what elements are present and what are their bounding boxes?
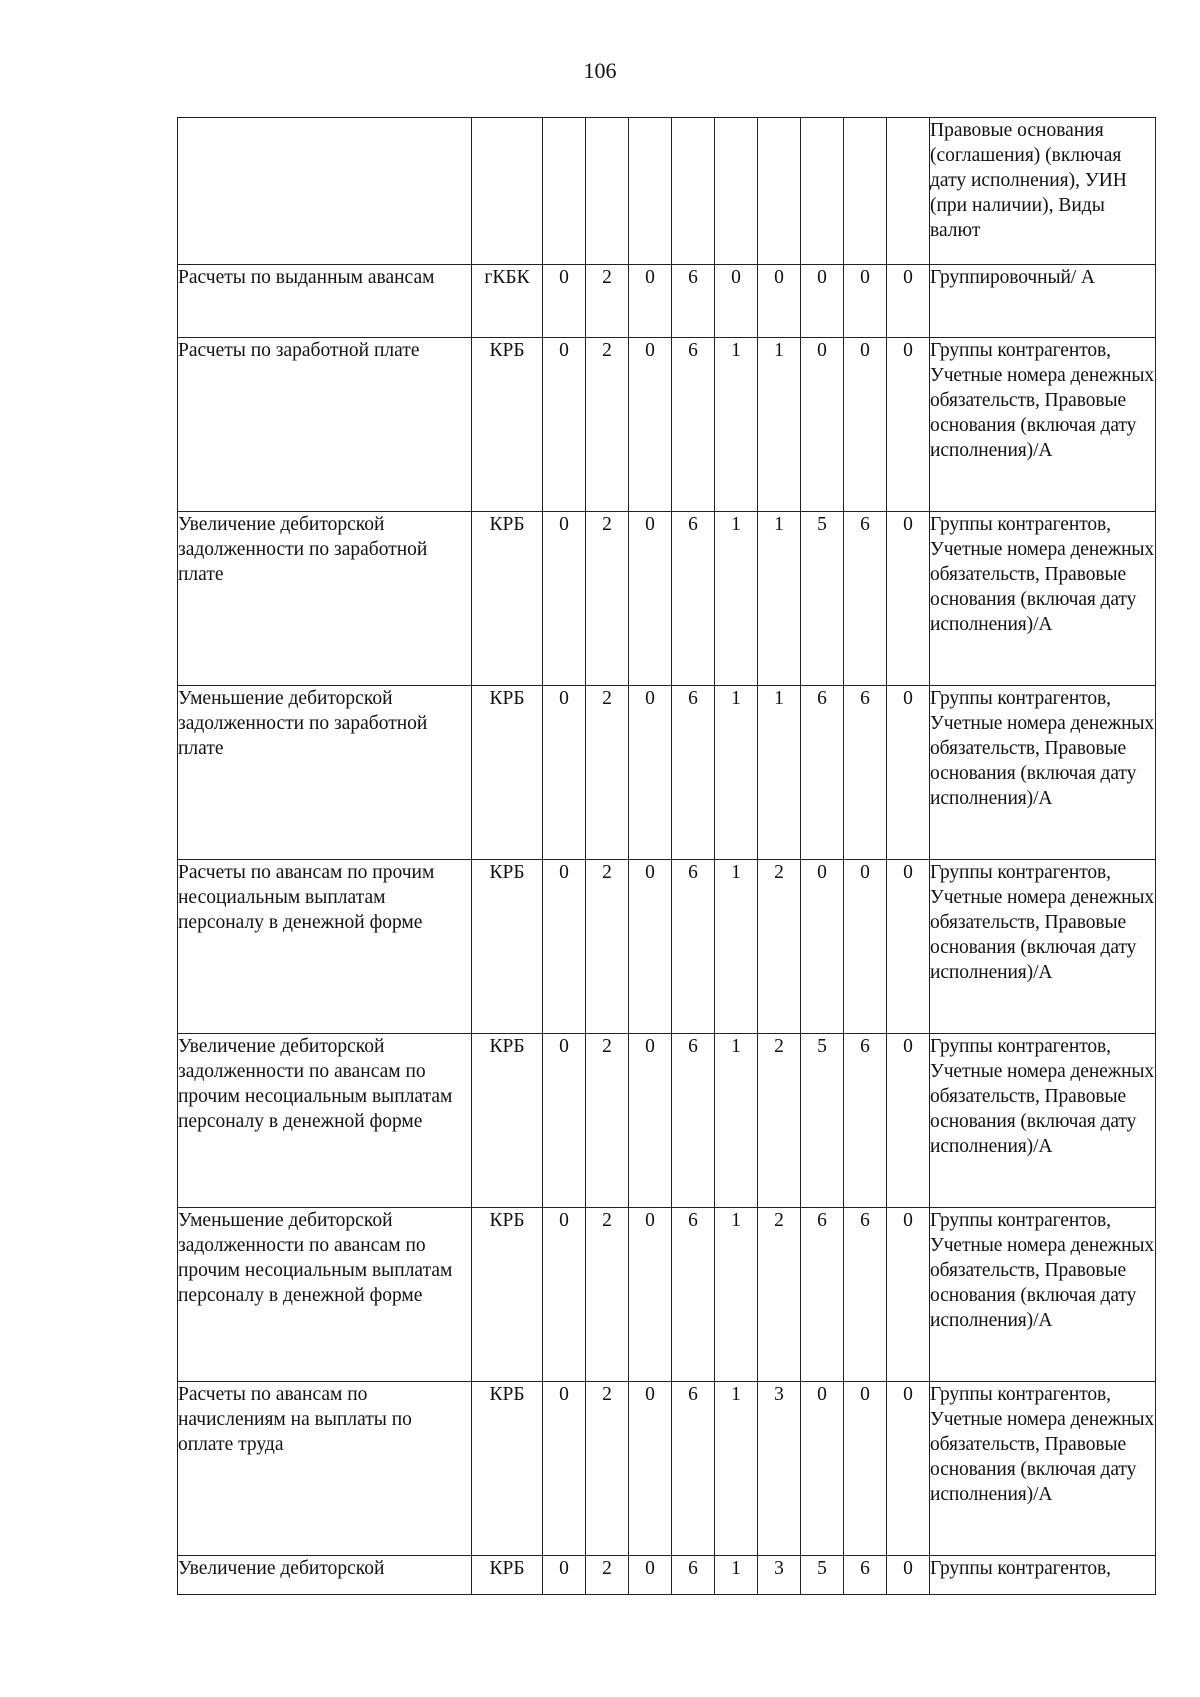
account-digit-cell: 0 bbox=[629, 265, 672, 338]
account-digit-cell: 0 bbox=[629, 1556, 672, 1595]
account-digit-cell: 6 bbox=[672, 1556, 715, 1595]
account-name-cell: Расчеты по заработной плате bbox=[178, 338, 472, 512]
account-digit-cell: 0 bbox=[543, 1034, 586, 1208]
account-digit-cell: 2 bbox=[758, 1034, 801, 1208]
account-digit-cell: 2 bbox=[586, 860, 629, 1034]
account-digit-cell: 0 bbox=[543, 686, 586, 860]
account-digit-cell: 0 bbox=[887, 1208, 930, 1382]
account-digit-cell: 0 bbox=[543, 1382, 586, 1556]
account-digit-cell: 0 bbox=[887, 860, 930, 1034]
account-digit-cell: 0 bbox=[887, 265, 930, 338]
header-cell-name bbox=[178, 118, 472, 265]
table-row bbox=[178, 1034, 1156, 1208]
account-digit-cell: 0 bbox=[543, 1556, 586, 1595]
header-cell-digit bbox=[715, 118, 758, 265]
account-digit-cell: 0 bbox=[887, 1034, 930, 1208]
account-digit-cell: 2 bbox=[586, 1382, 629, 1556]
account-digit-cell: 6 bbox=[801, 1208, 844, 1382]
account-digit-cell: 6 bbox=[672, 686, 715, 860]
account-digit-cell: 2 bbox=[758, 1208, 801, 1382]
account-digit-cell: 0 bbox=[844, 860, 887, 1034]
code-type-cell: КРБ bbox=[472, 1208, 543, 1382]
account-digit-cell: 0 bbox=[887, 512, 930, 686]
account-digit-cell: 0 bbox=[715, 265, 758, 338]
account-digit-cell: 0 bbox=[758, 265, 801, 338]
account-digit-cell: 0 bbox=[543, 1208, 586, 1382]
account-digit-cell: 6 bbox=[801, 686, 844, 860]
analytics-cell: Группы контрагентов, Учетные номера денежных обязательств, Правовые основания (включая дату исполнения)/А bbox=[930, 338, 1156, 512]
account-digit-cell: 0 bbox=[801, 338, 844, 512]
account-digit-cell: 0 bbox=[844, 338, 887, 512]
analytics-cell: Группы контрагентов, Учетные номера денежных обязательств, Правовые основания (включая дату исполнения)/А bbox=[930, 860, 1156, 1034]
account-digit-cell: 3 bbox=[758, 1382, 801, 1556]
table-row bbox=[178, 686, 1156, 860]
header-cell-code bbox=[472, 118, 543, 265]
account-digit-cell: 6 bbox=[844, 1034, 887, 1208]
account-digit-cell: 0 bbox=[887, 686, 930, 860]
account-digit-cell: 1 bbox=[715, 1556, 758, 1595]
account-digit-cell: 6 bbox=[672, 265, 715, 338]
account-name-cell: Увеличение дебиторской задолженности по авансам по прочим несоциальным выплатам персоналу в денежной форме bbox=[178, 1034, 472, 1208]
account-name-cell: Расчеты по авансам по прочим несоциальным выплатам персоналу в денежной форме bbox=[178, 860, 472, 1034]
account-digit-cell: 0 bbox=[629, 1034, 672, 1208]
account-digit-cell: 2 bbox=[586, 1208, 629, 1382]
header-cell-digit bbox=[801, 118, 844, 265]
account-digit-cell: 1 bbox=[715, 338, 758, 512]
code-type-cell: КРБ bbox=[472, 860, 543, 1034]
account-digit-cell: 6 bbox=[672, 1208, 715, 1382]
account-digit-cell: 2 bbox=[586, 686, 629, 860]
code-type-cell: гКБК bbox=[472, 265, 543, 338]
account-digit-cell: 0 bbox=[887, 338, 930, 512]
account-name-cell: Увеличение дебиторской задолженности по заработной плате bbox=[178, 512, 472, 686]
account-digit-cell: 0 bbox=[629, 512, 672, 686]
analytics-cell: Группировочный/ А bbox=[930, 265, 1156, 338]
account-digit-cell: 5 bbox=[801, 1556, 844, 1595]
account-name-cell: Расчеты по выданным авансам bbox=[178, 265, 472, 338]
table-row bbox=[178, 1208, 1156, 1382]
account-digit-cell: 0 bbox=[629, 338, 672, 512]
account-digit-cell: 1 bbox=[715, 1034, 758, 1208]
account-digit-cell: 1 bbox=[715, 860, 758, 1034]
code-type-cell: КРБ bbox=[472, 512, 543, 686]
account-digit-cell: 6 bbox=[672, 860, 715, 1034]
code-type-cell: КРБ bbox=[472, 1382, 543, 1556]
account-digit-cell: 0 bbox=[543, 512, 586, 686]
account-digit-cell: 0 bbox=[629, 1382, 672, 1556]
account-digit-cell: 0 bbox=[887, 1382, 930, 1556]
account-digit-cell: 2 bbox=[586, 512, 629, 686]
account-digit-cell: 0 bbox=[801, 860, 844, 1034]
account-digit-cell: 5 bbox=[801, 1034, 844, 1208]
account-digit-cell: 6 bbox=[672, 1034, 715, 1208]
code-type-cell: КРБ bbox=[472, 686, 543, 860]
account-digit-cell: 1 bbox=[758, 338, 801, 512]
account-digit-cell: 3 bbox=[758, 1556, 801, 1595]
account-digit-cell: 0 bbox=[543, 265, 586, 338]
account-digit-cell: 5 bbox=[801, 512, 844, 686]
account-digit-cell: 6 bbox=[844, 1556, 887, 1595]
account-digit-cell: 1 bbox=[715, 512, 758, 686]
table-row bbox=[178, 860, 1156, 1034]
account-name-cell: Расчеты по авансам по начислениям на выплаты по оплате труда bbox=[178, 1382, 472, 1556]
account-digit-cell: 1 bbox=[715, 1208, 758, 1382]
account-digit-cell: 0 bbox=[887, 1556, 930, 1595]
account-digit-cell: 2 bbox=[758, 860, 801, 1034]
header-cell-digit bbox=[844, 118, 887, 265]
table-row bbox=[178, 265, 1156, 338]
code-type-cell: КРБ bbox=[472, 1034, 543, 1208]
code-type-cell: КРБ bbox=[472, 338, 543, 512]
account-digit-cell: 6 bbox=[844, 512, 887, 686]
account-digit-cell: 6 bbox=[672, 338, 715, 512]
account-digit-cell: 6 bbox=[844, 1208, 887, 1382]
account-digit-cell: 1 bbox=[758, 686, 801, 860]
table-row bbox=[178, 1556, 1156, 1595]
account-digit-cell: 1 bbox=[715, 686, 758, 860]
account-name-cell: Уменьшение дебиторской задолженности по авансам по прочим несоциальным выплатам персоналу в денежной форме bbox=[178, 1208, 472, 1382]
account-digit-cell: 2 bbox=[586, 338, 629, 512]
account-digit-cell: 0 bbox=[801, 265, 844, 338]
account-digit-cell: 2 bbox=[586, 1556, 629, 1595]
header-cell-digit bbox=[586, 118, 629, 265]
account-digit-cell: 0 bbox=[629, 1208, 672, 1382]
table-header-row bbox=[178, 118, 1156, 265]
account-digit-cell: 6 bbox=[844, 686, 887, 860]
header-cell-digit bbox=[758, 118, 801, 265]
header-cell-analytics: Правовые основания (соглашения) (включая дату исполнения), УИН (при наличии), Виды валют bbox=[930, 118, 1156, 265]
account-name-cell: Уменьшение дебиторской задолженности по заработной плате bbox=[178, 686, 472, 860]
account-digit-cell: 6 bbox=[672, 1382, 715, 1556]
account-digit-cell: 0 bbox=[844, 265, 887, 338]
analytics-cell: Группы контрагентов, Учетные номера денежных обязательств, Правовые основания (включая дату исполнения)/А bbox=[930, 1208, 1156, 1382]
header-cell-digit bbox=[629, 118, 672, 265]
header-cell-digit bbox=[672, 118, 715, 265]
analytics-cell: Группы контрагентов, Учетные номера денежных обязательств, Правовые основания (включая дату исполнения)/А bbox=[930, 1382, 1156, 1556]
analytics-cell: Группы контрагентов, Учетные номера денежных обязательств, Правовые основания (включая дату исполнения)/А bbox=[930, 686, 1156, 860]
accounts-table bbox=[177, 117, 1156, 1595]
account-digit-cell: 0 bbox=[543, 860, 586, 1034]
account-digit-cell: 0 bbox=[629, 860, 672, 1034]
account-digit-cell: 0 bbox=[801, 1382, 844, 1556]
header-cell-digit bbox=[543, 118, 586, 265]
analytics-cell: Группы контрагентов, Учетные номера денежных обязательств, Правовые основания (включая дату исполнения)/А bbox=[930, 1034, 1156, 1208]
header-cell-digit bbox=[887, 118, 930, 265]
account-digit-cell: 6 bbox=[672, 512, 715, 686]
page-number: 106 bbox=[583, 58, 617, 83]
account-digit-cell: 0 bbox=[844, 1382, 887, 1556]
account-digit-cell: 0 bbox=[629, 686, 672, 860]
table-row bbox=[178, 1382, 1156, 1556]
account-digit-cell: 1 bbox=[715, 1382, 758, 1556]
table-row bbox=[178, 338, 1156, 512]
table-row bbox=[178, 512, 1156, 686]
account-digit-cell: 2 bbox=[586, 265, 629, 338]
analytics-cell: Группы контрагентов, bbox=[930, 1556, 1156, 1595]
account-digit-cell: 0 bbox=[543, 338, 586, 512]
analytics-cell: Группы контрагентов, Учетные номера денежных обязательств, Правовые основания (включая дату исполнения)/А bbox=[930, 512, 1156, 686]
account-digit-cell: 2 bbox=[586, 1034, 629, 1208]
account-digit-cell: 1 bbox=[758, 512, 801, 686]
code-type-cell: КРБ bbox=[472, 1556, 543, 1595]
account-name-cell: Увеличение дебиторской bbox=[178, 1556, 472, 1595]
